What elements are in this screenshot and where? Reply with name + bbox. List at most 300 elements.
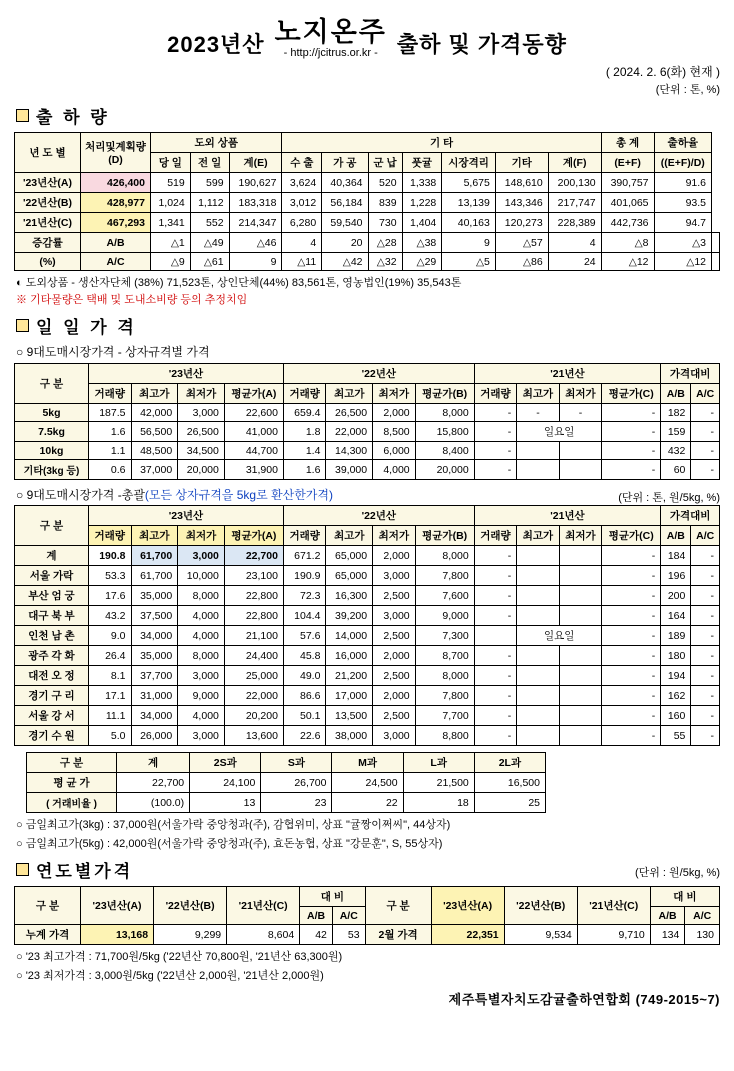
cell-plan: △9 bbox=[151, 253, 191, 271]
cell-avg-21: - bbox=[602, 404, 661, 422]
cell-min-23: 10,000 bbox=[178, 566, 225, 586]
cell-plan: △1 bbox=[151, 233, 191, 253]
th-process: 가 공 bbox=[322, 153, 368, 173]
cell-max-23: 37,000 bbox=[131, 460, 178, 480]
cell-max-23: 34,000 bbox=[131, 626, 178, 646]
cell-min-22: 2,500 bbox=[373, 586, 416, 606]
cell-ac: - bbox=[691, 646, 720, 666]
cell-cum-22: 9,299 bbox=[154, 925, 227, 945]
cell-ab: 200 bbox=[661, 586, 691, 606]
th-export: 수 출 bbox=[282, 153, 322, 173]
th-rate-sub: ((E+F)/D) bbox=[654, 153, 711, 173]
cell-min-22: 2,500 bbox=[373, 626, 416, 646]
cell-ab: 180 bbox=[661, 646, 691, 666]
cell-avg-22: 8,800 bbox=[415, 726, 474, 746]
th-inside: 도외 상품 bbox=[151, 133, 282, 153]
daily-subhead-2-row bbox=[14, 486, 720, 505]
row-label: 서울 강 서 bbox=[15, 706, 89, 726]
cell-ac: - bbox=[691, 586, 720, 606]
cell-sum-e: 183,318 bbox=[229, 193, 282, 213]
cell-min-21 bbox=[559, 686, 602, 706]
header-date: ( 2024. 2. 6(화) 현재 ) bbox=[605, 65, 720, 79]
cell-max-21 bbox=[517, 666, 560, 686]
th-div-left: 구 분 bbox=[15, 887, 81, 925]
cell-min-22: 6,000 bbox=[373, 442, 416, 460]
cell-vol-21: - bbox=[474, 566, 517, 586]
th-min-21: 최저가 bbox=[559, 384, 602, 404]
daily-subhead-2-unit: (단위 : 톤, 원/5kg, %) bbox=[618, 492, 720, 504]
cell-min-23: 8,000 bbox=[178, 646, 225, 666]
cell-vol-22: 45.8 bbox=[283, 646, 326, 666]
section-title-shipment: 출 하 량 bbox=[36, 108, 110, 127]
cell-total: △12 bbox=[654, 253, 711, 271]
document-header bbox=[14, 10, 720, 97]
cell-etc: 24 bbox=[548, 253, 601, 271]
cell-vol-21: - bbox=[474, 666, 517, 686]
cell-export: 6,280 bbox=[282, 213, 322, 233]
cell-avg-22: 7,700 bbox=[415, 706, 474, 726]
th-y23-right: '23년산(A) bbox=[431, 887, 504, 925]
cell-plan: 426,400 bbox=[81, 173, 151, 193]
th-grade-total: 계 bbox=[117, 753, 190, 773]
cell-avg-22: 7,300 bbox=[415, 626, 474, 646]
row-label: 기타(3kg 등) bbox=[15, 460, 89, 480]
cell-vol-23: 9.0 bbox=[89, 626, 132, 646]
cell-vol-22: 1.6 bbox=[283, 460, 326, 480]
cell-vol-22: 190.9 bbox=[283, 566, 326, 586]
cell-rate bbox=[712, 253, 720, 271]
th-vol-22: 거래량 bbox=[283, 384, 326, 404]
cell-avg-22: 20,000 bbox=[415, 460, 474, 480]
cell-etc: 143,346 bbox=[495, 193, 548, 213]
th-group-23: '23년산 bbox=[89, 364, 284, 384]
th-sum-f: 계(F) bbox=[548, 153, 601, 173]
cell-avg-21: - bbox=[602, 460, 661, 480]
cell-vol-21: - bbox=[474, 606, 517, 626]
th-avg-a: 평균가(A) bbox=[224, 384, 283, 404]
th-grade-s: S과 bbox=[261, 753, 332, 773]
cell-vol-23: 26.4 bbox=[89, 646, 132, 666]
cell-avg-21: - bbox=[602, 706, 661, 726]
cell-ab: 189 bbox=[661, 626, 691, 646]
cell-process: △28 bbox=[368, 233, 402, 253]
row-label: 계 bbox=[15, 546, 89, 566]
cell-min-22: 3,000 bbox=[373, 726, 416, 746]
cell-avg-21: - bbox=[602, 666, 661, 686]
cell-plan: 428,977 bbox=[81, 193, 151, 213]
th-ab: A/B bbox=[661, 526, 691, 546]
cell-sum-e: 214,347 bbox=[229, 213, 282, 233]
cell-min-21 bbox=[559, 706, 602, 726]
cell-max-22: 39,000 bbox=[326, 460, 373, 480]
cell-ab: 164 bbox=[661, 606, 691, 626]
cell-ab: 160 bbox=[661, 706, 691, 726]
cell-max-23: 31,000 bbox=[131, 686, 178, 706]
row-label-ratio: ( 거래비율 ) bbox=[27, 793, 117, 813]
title-row bbox=[14, 10, 720, 59]
cell-prev: △46 bbox=[229, 233, 282, 253]
cell-today: △61 bbox=[190, 253, 229, 271]
daily-note-4: ○ 금일최고가(5kg) : 42,000원(서울가락 중앙청과(주), 효돈농협, 상표 "강문훈", S, 55상자) bbox=[16, 838, 443, 850]
cell-max-21: - bbox=[517, 404, 560, 422]
cell-vol-21: - bbox=[474, 422, 517, 442]
cell-max-21 bbox=[517, 442, 560, 460]
table-row bbox=[27, 773, 546, 793]
th-max-22: 최고가 bbox=[326, 384, 373, 404]
cell-pugi: △5 bbox=[442, 253, 496, 271]
square-bullet-icon bbox=[16, 319, 29, 332]
cell-ab: 432 bbox=[661, 442, 691, 460]
cell-vol-23: 43.2 bbox=[89, 606, 132, 626]
th-avg-c: 평균가(C) bbox=[602, 526, 661, 546]
cell-pugi: 1,228 bbox=[402, 193, 442, 213]
row-label: 인천 남 촌 bbox=[15, 626, 89, 646]
th-year: 년 도 별 bbox=[15, 133, 81, 173]
cell-ratio-2l: 25 bbox=[474, 793, 545, 813]
cell-vol-23: 190.8 bbox=[89, 546, 132, 566]
cell-mon-ab: 134 bbox=[650, 925, 685, 945]
cell-rate: 91.6 bbox=[654, 173, 711, 193]
th-max-21: 최고가 bbox=[517, 384, 560, 404]
cell-vol-22: 104.4 bbox=[283, 606, 326, 626]
cell-mon-21: 9,710 bbox=[577, 925, 650, 945]
th-prev: 전 일 bbox=[190, 153, 229, 173]
cell-cum-21: 8,604 bbox=[227, 925, 300, 945]
cell-export: △42 bbox=[322, 253, 368, 271]
title-main-wrap bbox=[275, 10, 387, 59]
th-other: 기 타 bbox=[282, 133, 601, 153]
th-max-23: 최고가 bbox=[131, 526, 178, 546]
th-group-22: '22년산 bbox=[283, 364, 474, 384]
cell-market-out: 13,139 bbox=[442, 193, 496, 213]
cell-avg-22: 8,000 bbox=[415, 546, 474, 566]
cell-avg-22: 8,400 bbox=[415, 442, 474, 460]
cell-min-23: 4,000 bbox=[178, 626, 225, 646]
th-rate: 출하율 bbox=[654, 133, 711, 153]
cell-ac: - bbox=[691, 546, 720, 566]
cell-avg-23: 22,800 bbox=[224, 586, 283, 606]
cell-vol-23: 8.1 bbox=[89, 666, 132, 686]
title-year: 2023년산 bbox=[167, 32, 265, 57]
cell-min-23: 20,000 bbox=[178, 460, 225, 480]
cell-max-23: 56,500 bbox=[131, 422, 178, 442]
yearly-head-row bbox=[14, 851, 720, 886]
daily-subhead-2 bbox=[16, 486, 333, 503]
row-label: 7.5kg bbox=[15, 422, 89, 442]
th-sum-e: 계(E) bbox=[229, 153, 282, 173]
cell-vol-21: - bbox=[474, 546, 517, 566]
th-div: 구 분 bbox=[15, 364, 89, 404]
cell-vol-21: - bbox=[474, 686, 517, 706]
cell-min-23: 26,500 bbox=[178, 422, 225, 442]
cell-total: 401,065 bbox=[601, 193, 654, 213]
th-ac-left: A/C bbox=[332, 907, 365, 925]
yearly-price-table bbox=[14, 886, 720, 945]
th-military: 군 납 bbox=[368, 153, 402, 173]
cell-avg-23: 44,700 bbox=[224, 442, 283, 460]
daily-subhead-2-blue: (모든 상자규격을 5kg로 환산한가격) bbox=[144, 488, 333, 502]
cell-vol-23: 1.6 bbox=[89, 422, 132, 442]
cell-vol-22: 49.0 bbox=[283, 666, 326, 686]
cell-avg-22: 8,700 bbox=[415, 646, 474, 666]
cell-avg-23: 21,100 bbox=[224, 626, 283, 646]
table-row bbox=[15, 460, 720, 480]
cell-max-21 bbox=[517, 566, 560, 586]
cell-prev: 9 bbox=[229, 253, 282, 271]
row-label: 광주 각 화 bbox=[15, 646, 89, 666]
cell-vol-22: 1.4 bbox=[283, 442, 326, 460]
cell-ac: - bbox=[691, 626, 720, 646]
cell-min-21 bbox=[559, 646, 602, 666]
th-cmp-right: 대 비 bbox=[650, 887, 719, 907]
cell-ac: - bbox=[691, 706, 720, 726]
th-total: 총 계 bbox=[601, 133, 654, 153]
th-div-right: 구 분 bbox=[365, 887, 431, 925]
cell-military: 730 bbox=[368, 213, 402, 233]
cell-avg-22: 9,000 bbox=[415, 606, 474, 626]
cell-max-23: 35,000 bbox=[131, 586, 178, 606]
shipment-note-2: ※ 기타물량은 택배 및 도내소비량 등의 추정치임 bbox=[16, 294, 248, 306]
shipment-note-1: ◐ 도외상품 - 생산자단체 (38%) 71,523톤, 상인단체(44%) 83,561톤, 영농법인(19%) 35,543톤 bbox=[16, 277, 462, 289]
section-title-yearly: 연도별가격 bbox=[36, 862, 134, 881]
cell-max-21 bbox=[517, 460, 560, 480]
cell-process: 40,364 bbox=[322, 173, 368, 193]
title-sub: 출하 및 가격동향 bbox=[396, 32, 567, 57]
cell-vol-22: 86.6 bbox=[283, 686, 326, 706]
row-label: '23년산(A) bbox=[15, 173, 81, 193]
th-group-21: '21년산 bbox=[474, 364, 661, 384]
th-min-23: 최저가 bbox=[178, 526, 225, 546]
cell-grade-m: 24,500 bbox=[332, 773, 403, 793]
cell-avg-21: - bbox=[602, 686, 661, 706]
cell-process: 56,184 bbox=[322, 193, 368, 213]
cell-vol-22: 22.6 bbox=[283, 726, 326, 746]
row-label: 대전 오 정 bbox=[15, 666, 89, 686]
table-row bbox=[15, 686, 720, 706]
cell-max-23: 37,700 bbox=[131, 666, 178, 686]
cell-avg-23: 22,000 bbox=[224, 686, 283, 706]
diff-key: A/B bbox=[81, 233, 151, 253]
section-heading-yearly bbox=[16, 857, 133, 882]
square-bullet-icon bbox=[16, 109, 29, 122]
cell-avg-21: - bbox=[602, 626, 661, 646]
cell-grade-s: 26,700 bbox=[261, 773, 332, 793]
cell-ratio-s: 23 bbox=[261, 793, 332, 813]
cell-avg-22: 7,800 bbox=[415, 686, 474, 706]
cell-min-22: 8,500 bbox=[373, 422, 416, 442]
th-y21-right: '21년산(C) bbox=[577, 887, 650, 925]
cell-min-23: 34,500 bbox=[178, 442, 225, 460]
cell-pugi: 9 bbox=[442, 233, 496, 253]
cell-vol-22: 57.6 bbox=[283, 626, 326, 646]
cell-ab: 60 bbox=[661, 460, 691, 480]
cell-vol-21: - bbox=[474, 442, 517, 460]
table-row bbox=[15, 422, 720, 442]
cell-avg-21: - bbox=[602, 606, 661, 626]
th-market-out: 시장격리 bbox=[442, 153, 496, 173]
cell-avg-22: 7,600 bbox=[415, 586, 474, 606]
cell-today: 1,024 bbox=[151, 193, 191, 213]
yearly-note-2: ○ '23 최저가격 : 3,000원/5kg ('22년산 2,000원, '21년산 2,000원) bbox=[16, 970, 324, 982]
cell-min-22: 2,500 bbox=[373, 706, 416, 726]
grade-price-table bbox=[26, 752, 546, 813]
cell-min-23: 9,000 bbox=[178, 686, 225, 706]
cell-min-21 bbox=[559, 586, 602, 606]
th-min-22: 최저가 bbox=[373, 526, 416, 546]
th-vol-21: 거래량 bbox=[474, 526, 517, 546]
th-avg-b: 평균가(B) bbox=[415, 526, 474, 546]
cell-sum-f: 217,747 bbox=[548, 193, 601, 213]
cell-process: △32 bbox=[368, 253, 402, 271]
cell-max-23: 26,000 bbox=[131, 726, 178, 746]
cell-vol-23: 53.3 bbox=[89, 566, 132, 586]
cell-sum-f: △8 bbox=[601, 233, 654, 253]
diff-label: 증감률 bbox=[15, 233, 81, 253]
th-div: 구 분 bbox=[15, 506, 89, 546]
row-label: '21년산(C) bbox=[15, 213, 81, 233]
shipment-table bbox=[14, 132, 720, 271]
cell-max-22: 16,300 bbox=[326, 586, 373, 606]
th-group-21: '21년산 bbox=[474, 506, 661, 526]
cell-military: △29 bbox=[402, 253, 442, 271]
cell-max-22: 17,000 bbox=[326, 686, 373, 706]
cell-min-22: 4,000 bbox=[373, 460, 416, 480]
title-url: - http://jcitrus.or.kr - bbox=[283, 47, 378, 59]
cell-market-out: 40,163 bbox=[442, 213, 496, 233]
cell-avg-23: 24,400 bbox=[224, 646, 283, 666]
cell-today: △49 bbox=[190, 233, 229, 253]
th-ab-right: A/B bbox=[650, 907, 685, 925]
cell-max-21 bbox=[517, 706, 560, 726]
cell-min-23: 8,000 bbox=[178, 586, 225, 606]
th-grade-m: M과 bbox=[332, 753, 403, 773]
cell-max-23: 35,000 bbox=[131, 646, 178, 666]
cell-max-21 bbox=[517, 646, 560, 666]
cell-ratio-m: 22 bbox=[332, 793, 403, 813]
table-row bbox=[15, 925, 720, 945]
cell-ac: - bbox=[691, 726, 720, 746]
th-max-22: 최고가 bbox=[326, 526, 373, 546]
cell-ac: - bbox=[691, 422, 720, 442]
cell-min-22: 3,000 bbox=[373, 566, 416, 586]
section-title-daily: 일 일 가 격 bbox=[36, 318, 137, 337]
cell-market-out: 5,675 bbox=[442, 173, 496, 193]
cell-sum-e: △11 bbox=[282, 253, 322, 271]
th-vol-23: 거래량 bbox=[89, 526, 132, 546]
cell-vol-22: 72.3 bbox=[283, 586, 326, 606]
cell-max-22: 65,000 bbox=[326, 566, 373, 586]
th-min-22: 최저가 bbox=[373, 384, 416, 404]
th-pugi: 풋귤 bbox=[402, 153, 442, 173]
row-label: 10kg bbox=[15, 442, 89, 460]
cell-total: 390,757 bbox=[601, 173, 654, 193]
cell-avg-22: 15,800 bbox=[415, 422, 474, 442]
cell-ac: - bbox=[691, 666, 720, 686]
th-ac: A/C bbox=[691, 526, 720, 546]
row-label-month: 2월 가격 bbox=[365, 925, 431, 945]
th-group-23: '23년산 bbox=[89, 506, 284, 526]
cell-vol-21: - bbox=[474, 586, 517, 606]
cell-market-out: △86 bbox=[495, 253, 548, 271]
th-plan-l1: 처리및계획량 bbox=[85, 141, 146, 153]
th-ac: A/C bbox=[691, 384, 720, 404]
cell-mon-22: 9,534 bbox=[504, 925, 577, 945]
table-row bbox=[15, 546, 720, 566]
cell-avg-23: 22,700 bbox=[224, 546, 283, 566]
cell-avg-23: 13,600 bbox=[224, 726, 283, 746]
cell-avg-22: 8,000 bbox=[415, 404, 474, 422]
table-row bbox=[15, 566, 720, 586]
cell-cum-ab: 42 bbox=[300, 925, 333, 945]
cell-min-23: 4,000 bbox=[178, 606, 225, 626]
cell-avg-23: 23,100 bbox=[224, 566, 283, 586]
cell-plan: 467,293 bbox=[81, 213, 151, 233]
cell-pugi: 1,404 bbox=[402, 213, 442, 233]
cell-vol-22: 671.2 bbox=[283, 546, 326, 566]
table-row bbox=[15, 442, 720, 460]
th-group-22: '22년산 bbox=[283, 506, 474, 526]
cell-market-out: △57 bbox=[495, 233, 548, 253]
cell-min-21 bbox=[559, 666, 602, 686]
cell-max-23: 61,700 bbox=[131, 566, 178, 586]
th-avg-b: 평균가(B) bbox=[415, 384, 474, 404]
cell-vol-23: 17.1 bbox=[89, 686, 132, 706]
cell-etc: 148,610 bbox=[495, 173, 548, 193]
cell-ab: 182 bbox=[661, 404, 691, 422]
cell-max-23: 42,000 bbox=[131, 404, 178, 422]
table-row bbox=[15, 173, 720, 193]
cell-min-23: 3,000 bbox=[178, 404, 225, 422]
cell-process: 59,540 bbox=[322, 213, 368, 233]
cell-max-22: 16,000 bbox=[326, 646, 373, 666]
cell-min-23: 3,000 bbox=[178, 546, 225, 566]
cell-grade-2l: 16,500 bbox=[474, 773, 545, 793]
th-avg-c: 평균가(C) bbox=[602, 384, 661, 404]
cell-min-22: 2,000 bbox=[373, 686, 416, 706]
cell-min-21 bbox=[559, 546, 602, 566]
cell-rate: 93.5 bbox=[654, 193, 711, 213]
th-vol-22: 거래량 bbox=[283, 526, 326, 546]
row-label: '22년산(B) bbox=[15, 193, 81, 213]
cell-ratio-l: 18 bbox=[403, 793, 474, 813]
cell-ab: 194 bbox=[661, 666, 691, 686]
cell-min-21: - bbox=[559, 404, 602, 422]
cell-avg-23: 22,600 bbox=[224, 404, 283, 422]
table-row bbox=[27, 793, 546, 813]
cell-avg-21: - bbox=[602, 566, 661, 586]
cell-export: 20 bbox=[322, 233, 368, 253]
th-max-21: 최고가 bbox=[517, 526, 560, 546]
cell-military: 839 bbox=[368, 193, 402, 213]
th-ab: A/B bbox=[661, 384, 691, 404]
table-row-diff bbox=[15, 233, 720, 253]
cell-rate: 94.7 bbox=[654, 213, 711, 233]
section-heading-shipment bbox=[16, 103, 720, 128]
cell-mon-23: 22,351 bbox=[431, 925, 504, 945]
cell-max-22: 22,000 bbox=[326, 422, 373, 442]
yearly-note-1: ○ '23 최고가격 : 71,700원/5kg ('22년산 70,800원, '21년산 63,300원) bbox=[16, 951, 343, 963]
cell-max-22: 26,500 bbox=[326, 404, 373, 422]
table-row bbox=[15, 213, 720, 233]
cell-avg-22: 7,800 bbox=[415, 566, 474, 586]
cell-sunday-note: 일요일 bbox=[517, 422, 602, 442]
th-group-cmp: 가격대비 bbox=[661, 364, 720, 384]
cell-ab: 196 bbox=[661, 566, 691, 586]
daily-total-table bbox=[14, 505, 720, 746]
cell-vol-23: 187.5 bbox=[89, 404, 132, 422]
th-min-23: 최저가 bbox=[178, 384, 225, 404]
cell-vol-23: 17.6 bbox=[89, 586, 132, 606]
